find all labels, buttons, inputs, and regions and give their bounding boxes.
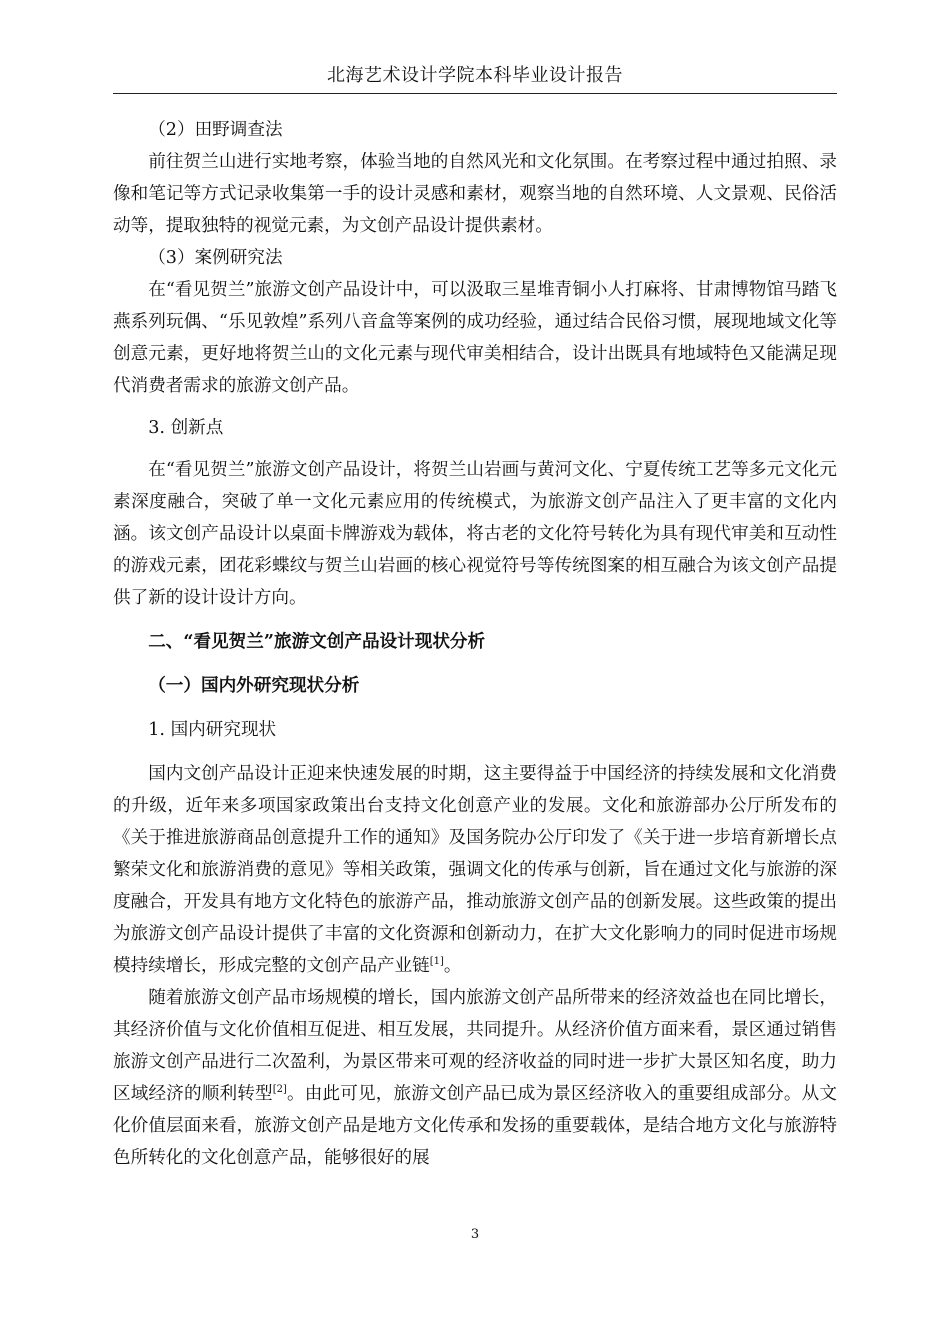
field-survey-heading: （2）田野调查法 <box>148 120 283 140</box>
market-value-text-1: 随着旅游文创产品市场规模的增长，国内旅游文创产品所带来的经济效益也在同比增长，其经济价值与文化价值相互促进、相互发展，共同提升。从经济价值方面来看，景区通过销售旅游文创产品进行二次盈利，为景区带来可观的经济收益的同时进一步扩大景区知名度，助力区域经济的顺利转型 <box>113 988 837 1104</box>
body-text <box>113 114 837 1174</box>
innovation-heading: 3. 创新点 <box>148 418 224 438</box>
section-heading: （一）国内外研究现状分析 <box>148 675 360 696</box>
citation-ref-2: [2] <box>272 1084 287 1095</box>
paragraph-end-punct: 。 <box>443 956 462 976</box>
citation-ref-1: [1] <box>429 956 444 967</box>
domestic-status-text: 国内文创产品设计正迎来快速发展的时期，这主要得益于中国经济的持续发展和文化消费的升级，近年来多项国家政策出台支持文化创意产业的发展。文化和旅游部办公厅所发布的《关于推进旅游商品创意提升工作的通知》及国务院办公厅印发了《关于进一步培育新增长点繁荣文化和旅游消费的意见》等相关政策，强调文化的传承与创新，旨在通过文化与旅游的深度融合，开发具有地方文化特色的旅游产品，推动旅游文创产品的创新发展。这些政策的提出为旅游文创产品设计提供了丰富的文化资源和创新动力，在扩大文化影响力的同时促进市场规模持续增长，形成完整的文创产品产业链 <box>113 764 837 976</box>
chapter-heading: 二、“看见贺兰”旅游文创产品设计现状分析 <box>148 631 486 652</box>
subsection-heading: 1. 国内研究现状 <box>148 720 277 740</box>
page-number: 3 <box>470 1227 480 1242</box>
market-value-paragraph <box>113 982 837 1174</box>
market-value-text-2: 。由此可见，旅游文创产品已成为景区经济收入的重要组成部分。从文化价值层面来看，旅游文创产品是地方文化传承和发扬的重要载体，是结合地方文化与旅游特色所转化的文化创意产品，能够很好的展 <box>113 1084 837 1168</box>
case-study-paragraph: 在“看见贺兰”旅游文创产品设计中，可以汲取三星堆青铜小人打麻将、甘肃博物馆马踏飞燕系列玩偶、“乐见敦煌”系列八音盒等案例的成功经验，通过结合民俗习惯，展现地域文化等创意元素，更好地将贺兰山的文化元素与现代审美相结合，设计出既具有地域特色又能满足现代消费者需求的旅游文创产品。 <box>113 280 837 396</box>
case-study-heading: （3）案例研究法 <box>148 248 283 268</box>
header-divider <box>113 93 837 94</box>
domestic-status-paragraph <box>113 758 837 982</box>
running-header: 北海艺术设计学院本科毕业设计报告 <box>327 65 623 86</box>
field-survey-paragraph: 前往贺兰山进行实地考察，体验当地的自然风光和文化氛围。在考察过程中通过拍照、录像和笔记等方式记录收集第一手的设计灵感和素材，观察当地的自然环境、人文景观、民俗活动等，提取独特的视觉元素，为文创产品设计提供素材。 <box>113 152 837 236</box>
innovation-paragraph: 在“看见贺兰”旅游文创产品设计，将贺兰山岩画与黄河文化、宁夏传统工艺等多元文化元素深度融合，突破了单一文化元素应用的传统模式，为旅游文创产品注入了更丰富的文化内涵。该文创产品设计以桌面卡牌游戏为载体，将古老的文化符号转化为具有现代审美和互动性的游戏元素，团花彩蝶纹与贺兰山岩画的核心视觉符号等传统图案的相互融合为该文创产品提供了新的设计设计方向。 <box>113 460 837 608</box>
